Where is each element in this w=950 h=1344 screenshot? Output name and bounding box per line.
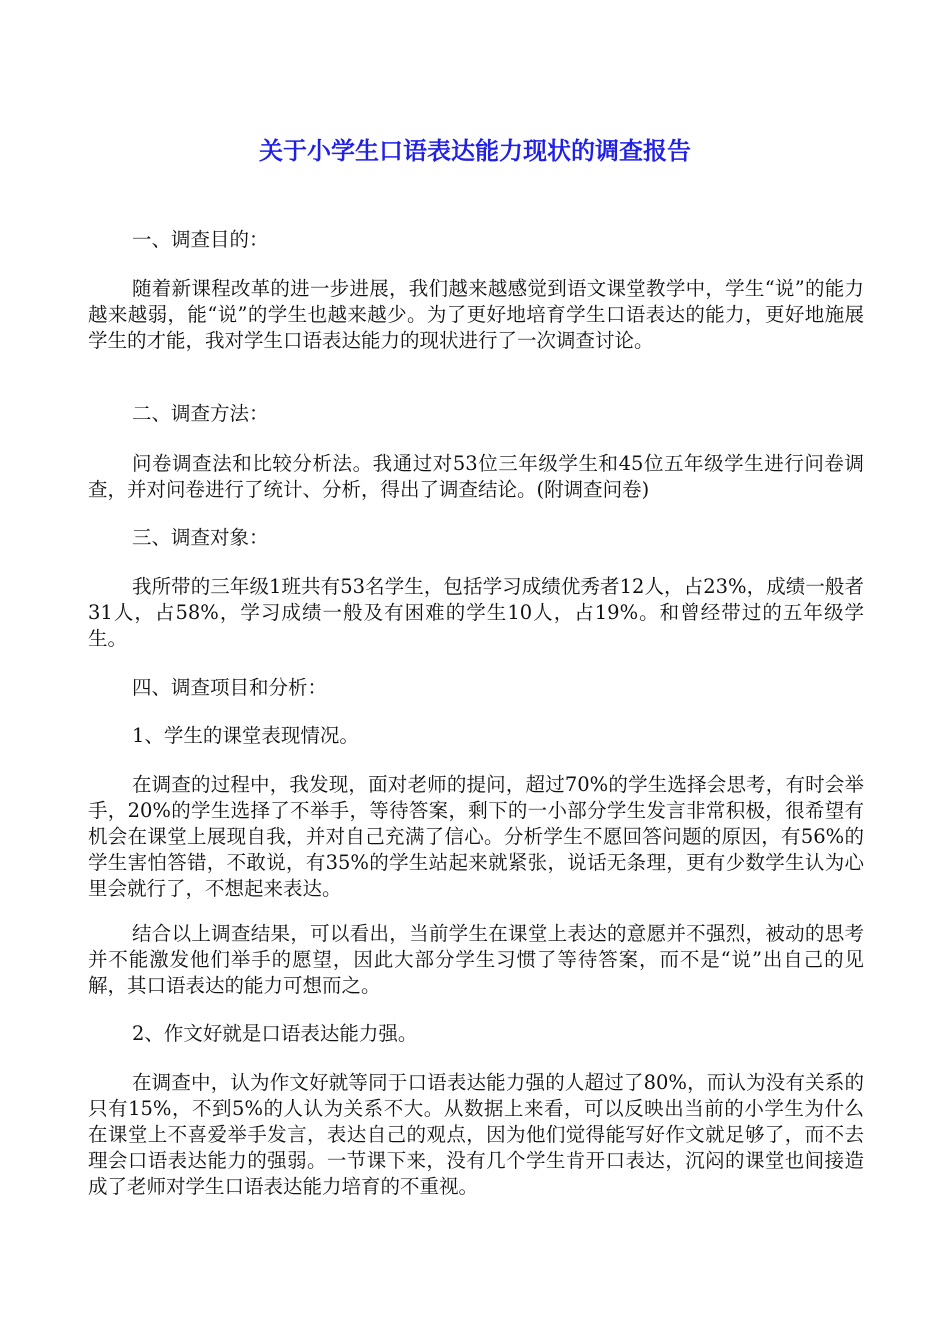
paragraph-purpose: 随着新课程改革的进一步进展，我们越来越感觉到语文课堂教学中，学生“说”的能力越来越弱，能“说”的学生也越来越少。为了更好地培育学生口语表达的能力，更好地施展学生的才能，我对学生口语表达能力的现状进行了一次调查讨论。 xyxy=(88,277,864,352)
section-heading-purpose: 一、调查目的： xyxy=(132,228,269,251)
item-heading-composition: 2、作文好就是口语表达能力强。 xyxy=(132,1022,418,1045)
section-heading-analysis: 四、调查项目和分析： xyxy=(132,676,328,699)
document-title: 关于小学生口语表达能力现状的调查报告 xyxy=(259,137,691,165)
section-heading-method: 二、调查方法： xyxy=(132,402,269,425)
section-heading-subjects: 三、调查对象： xyxy=(132,526,269,549)
item-heading-classroom: 1、学生的课堂表现情况。 xyxy=(132,724,359,747)
paragraph-subjects: 我所带的三年级1班共有53名学生，包括学习成绩优秀者12人，占23%，成绩一般者31人，占58%，学习成绩一般及有困难的学生10人，占19%。和曾经带过的五年级学生。 xyxy=(88,575,864,650)
paragraph-method: 问卷调查法和比较分析法。我通过对53位三年级学生和45位五年级学生进行问卷调查，并对问卷进行了统计、分析，得出了调查结论。(附调查问卷) xyxy=(88,452,864,501)
paragraph-composition: 在调查中，认为作文好就等同于口语表达能力强的人超过了80%，而认为没有关系的只有15%，不到5%的人认为关系不大。从数据上来看，可以反映出当前的小学生为什么在课堂上不喜爱举手发言，表达自己的观点，因为他们觉得能写好作文就足够了，而不去理会口语表达能力的强弱。一节课下来，没有几个学生肯开口表达，沉闷的课堂也间接造成了老师对学生口语表达能力培育的不重视。 xyxy=(88,1071,864,1198)
paragraph-classroom-conclusion: 结合以上调查结果，可以看出，当前学生在课堂上表达的意愿并不强烈，被动的思考并不能激发他们举手的愿望，因此大部分学生习惯了等待答案，而不是“说”出自己的见解，其口语表达的能力可想而之。 xyxy=(88,922,864,997)
paragraph-classroom-findings: 在调查的过程中，我发现，面对老师的提问，超过70%的学生选择会思考，有时会举手，20%的学生选择了不举手，等待答案，剩下的一小部分学生发言非常积极，很希望有机会在课堂上展现自我，并对自己充满了信心。分析学生不愿回答问题的原因，有56%的学生害怕答错，不敢说，有35%的学生站起来就紧张，说话无条理，更有少数学生认为心里会就行了，不想起来表达。 xyxy=(88,773,864,900)
